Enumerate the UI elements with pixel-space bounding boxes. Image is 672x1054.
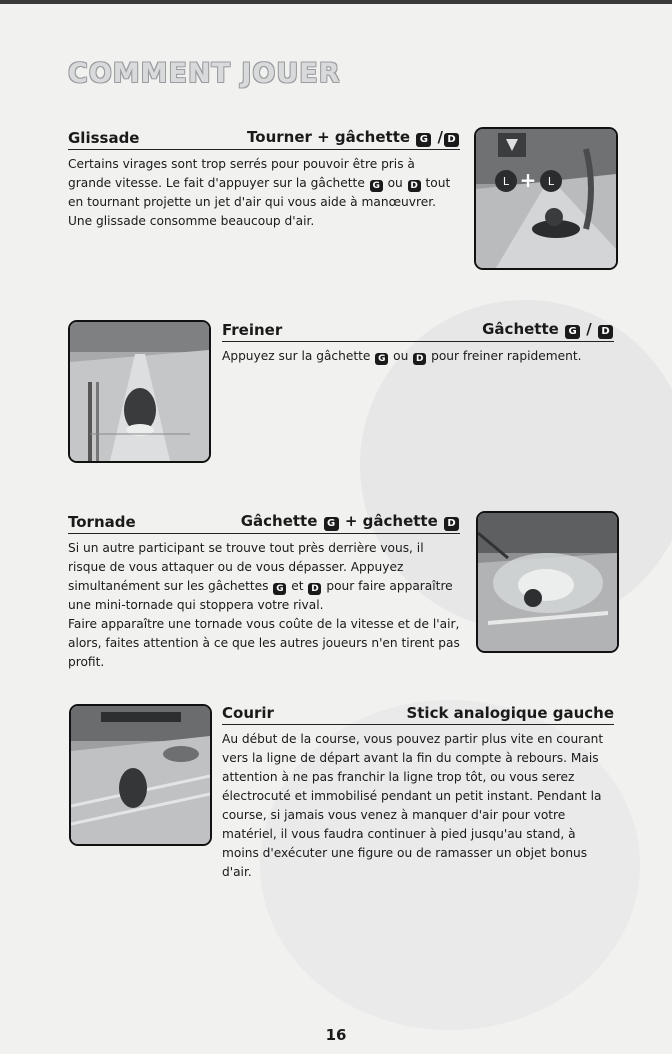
left-trigger-icon: G — [375, 353, 388, 365]
right-trigger-icon: D — [598, 325, 613, 339]
right-trigger-icon: D — [413, 353, 426, 365]
left-trigger-icon: G — [273, 583, 286, 595]
section-header — [68, 128, 460, 150]
section-name: Freiner — [222, 321, 283, 339]
screenshot-tornade — [476, 511, 619, 653]
hud-badge-right: L — [547, 175, 555, 188]
section-body: Au début de la course, vous pouvez partir plus vite en courant vers la ligne de départ avant la fin du compte à rebours. Mais attention à ne pas franchir la ligne trop tôt, ou vous serez électrocuté et immobilisé pendant un petit instant. Pendant la course, si jamais vous venez à manquer d'air pour votre matériel, il vous faudra continuer à pied jusqu'au stand, à moins d'exécuter une figure ou de ramasser un objet bonus d'air. — [222, 732, 604, 879]
hud-plus: + — [519, 168, 537, 192]
section-control: Stick analogique gauche — [406, 704, 614, 722]
page-title: COMMENT JOUER — [68, 58, 341, 89]
section-freiner — [222, 320, 614, 366]
screenshot-courir — [69, 704, 212, 846]
right-trigger-icon: D — [308, 583, 321, 595]
right-trigger-icon: D — [408, 180, 421, 192]
section-control: Gâchette G + gâchette D — [241, 512, 460, 531]
screenshot-glissade — [474, 127, 618, 270]
section-header — [222, 704, 614, 725]
section-body: Appuyez sur la gâchette G ou D pour freiner rapidement. — [222, 349, 582, 364]
left-trigger-icon: G — [370, 180, 383, 192]
left-trigger-icon: G — [324, 517, 339, 531]
hud-badge-left: L — [502, 175, 510, 188]
left-trigger-icon: G — [416, 133, 431, 147]
top-border — [0, 0, 672, 4]
section-name: Courir — [222, 704, 274, 722]
section-header — [68, 512, 460, 534]
section-control: Tourner + gâchette G / D — [247, 128, 460, 147]
page-number: 16 — [325, 1026, 347, 1044]
left-trigger-icon: G — [565, 325, 580, 339]
section-tornade — [68, 512, 460, 672]
section-body: Si un autre participant se trouve tout près derrière vous, il risque de vous attaquer ou de vous dépasser. Appuyez simultanément sur les gâchettes G et D pour faire apparaître une mini-tornade qui stoppera votre rival. Faire apparaître une tornade vous coûte de la vitesse et de l'air, alors, faites attention à ce que les autres joueurs n'en tirent pas profit. — [68, 541, 460, 669]
right-trigger-icon: D — [444, 133, 459, 147]
section-header — [222, 320, 614, 342]
section-glissade — [68, 128, 460, 231]
section-name: Glissade — [68, 129, 140, 147]
screenshot-freiner — [68, 320, 211, 463]
right-trigger-icon: D — [444, 517, 459, 531]
section-body: Certains virages sont trop serrés pour pouvoir être pris à grande vitesse. Le fait d'appuyer sur la gâchette G ou D tout en tournant projette un jet d'air qui vous aide à manœuvrer. Une glissade consomme beaucoup d'air. — [68, 157, 451, 228]
section-name: Tornade — [68, 513, 136, 531]
section-control: Gâchette G / D — [482, 320, 614, 339]
section-courir — [222, 704, 614, 882]
